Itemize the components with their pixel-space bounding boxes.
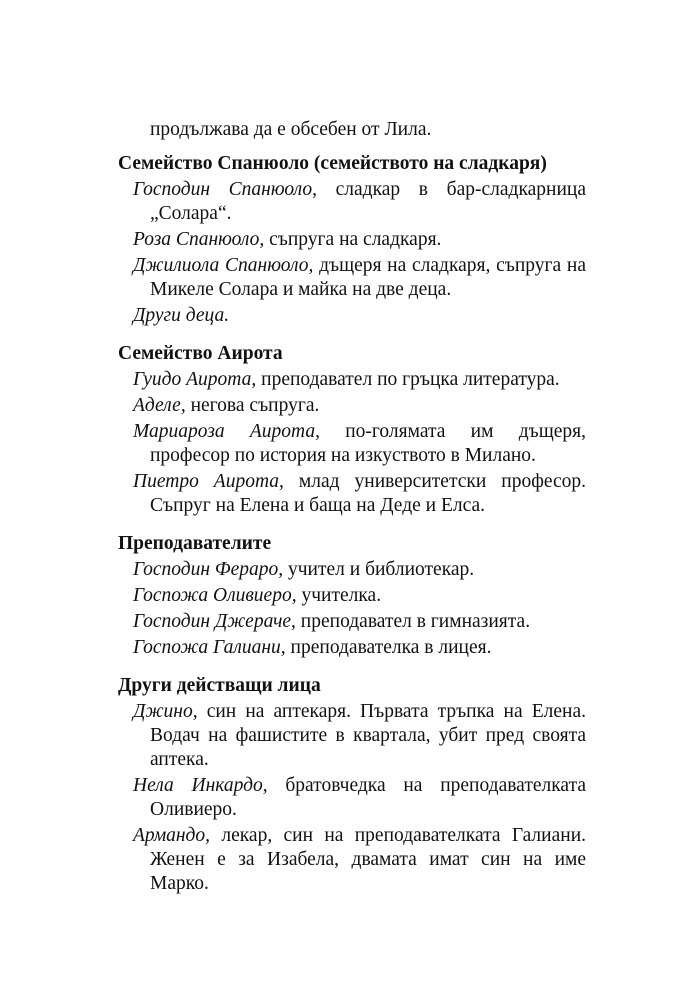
character-name: Армандо, [133,825,211,846]
section-spanuolo [118,152,586,328]
character-description: преподавател по гръцка литература. [256,369,560,390]
character-description: млад университетски професор. Съпруг на Елена и баща на Деде и Елса. [150,471,586,516]
character-description: негова съпруга. [185,395,320,416]
character-name: Нела Инкардо, [133,775,268,796]
character-entry [118,394,586,418]
character-entry [118,584,586,608]
document-page [118,118,586,910]
character-name: Роза Спанюоло, [133,229,265,250]
character-description: съпруга на сладкаря. [264,229,442,250]
section-title: Други действащи лица [118,675,321,696]
character-entry [118,700,586,772]
character-entry [118,254,586,302]
character-entry [118,178,586,226]
character-entry [118,824,586,896]
character-description: по-голямата им дъщеря, професор по история на изкуството в Милано. [150,421,586,466]
character-description: лекар, син на преподавателката Галиани. Женен е за Изабела, двамата имат син на име Марко. [150,825,586,894]
character-name: Пиетро Аирота, [133,471,284,492]
character-entry [118,420,586,468]
section-teachers [118,532,586,660]
character-description: преподавател в гимназията. [295,611,531,632]
character-name: Други деца. [133,305,230,326]
character-entry [118,610,586,634]
character-name: Господин Джераче, [133,611,296,632]
character-description: учителка. [296,585,382,606]
section-airota [118,342,586,518]
character-name: Мариароза Аирота, [133,421,320,442]
character-description: син на аптекаря. Първата тръпка на Елена. Водач на фашистите в квартала, убит пред своята аптека. [150,701,586,770]
character-name: Гуидо Аирота, [133,369,257,390]
character-name: Госпожа Оливиеро, [133,585,297,606]
continuation-line: продължава да е обсебен от Лила. [150,119,432,140]
character-name: Джилиола Спанюоло, [133,255,314,276]
character-entry [118,470,586,518]
character-description: дъщеря на сладкаря, съпруга на Микеле Солара и майка на две деца. [150,255,586,300]
character-description: братовчедка на преподавателката Оливиеро. [150,775,586,820]
character-entry [118,304,586,328]
character-entry [118,228,586,252]
character-description: учител и библиотекар. [283,559,475,580]
character-name: Господин Спанюоло, [133,179,317,200]
character-name: Госпожа Галиани, [133,637,286,658]
character-name: Господин Фераро, [133,559,284,580]
character-name: Джино, [133,701,198,722]
character-description: сладкар в бар-сладкарница „Солара“. [150,179,586,224]
section-title: Семейство Спанюоло (семейството на сладкаря) [118,153,547,174]
character-description: преподавателка в лицея. [285,637,492,658]
character-entry [118,558,586,582]
section-title: Семейство Аирота [118,343,283,364]
character-entry [118,636,586,660]
character-entry [118,368,586,392]
character-name: Аделе, [133,395,186,416]
section-title: Преподавателите [118,533,272,554]
character-entry [118,774,586,822]
section-other-characters [118,674,586,896]
